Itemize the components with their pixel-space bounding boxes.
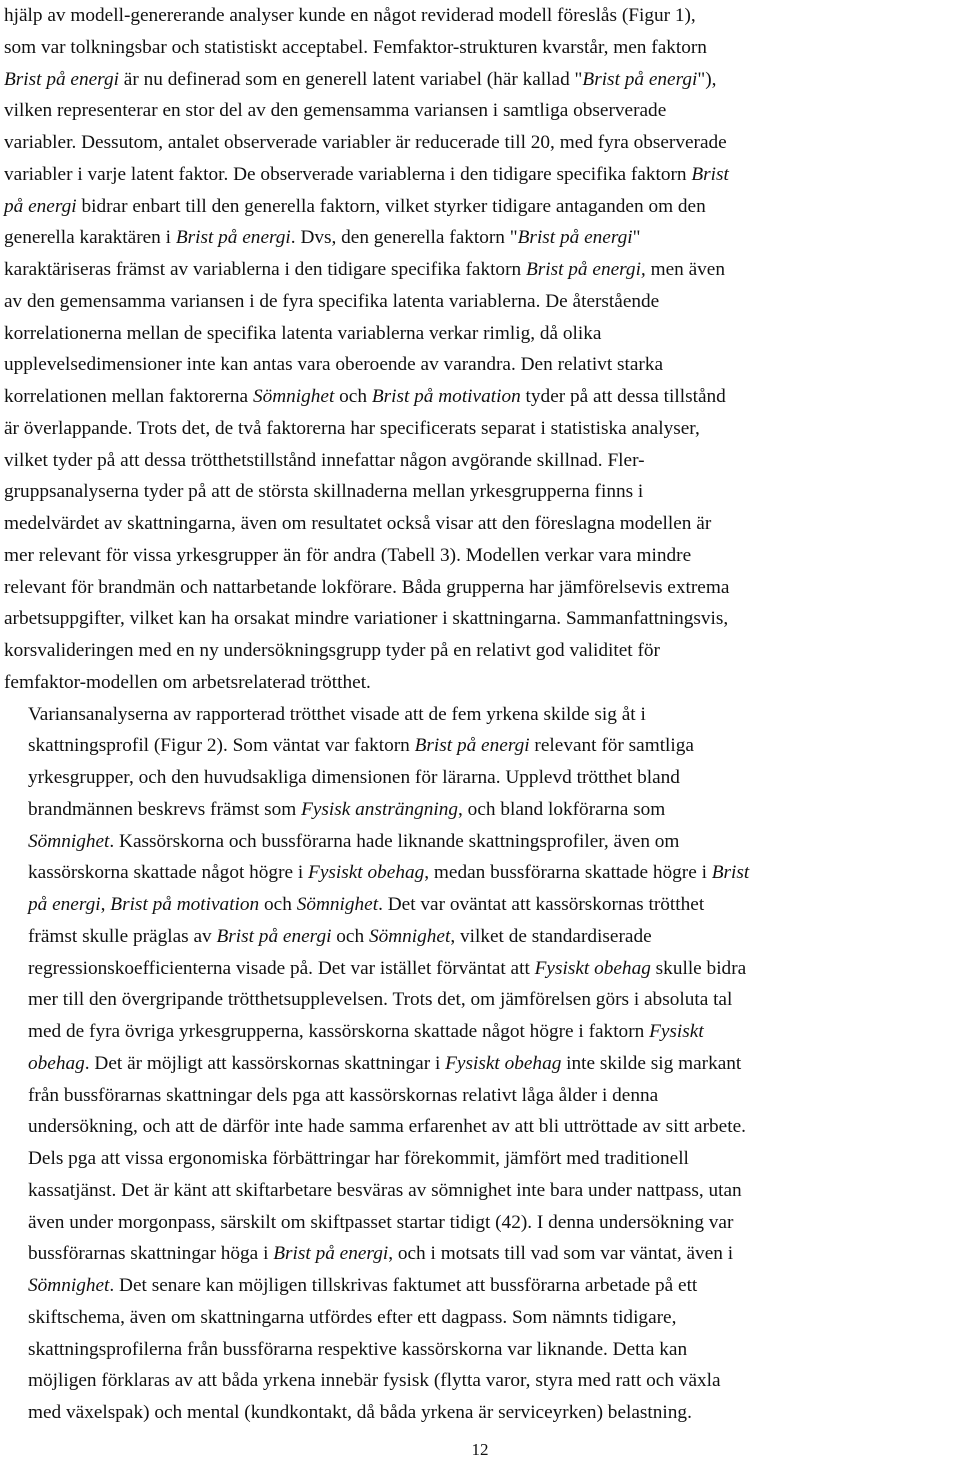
- text-run: ": [632, 227, 641, 249]
- italic-term: Brist på energi: [517, 227, 633, 249]
- text-run: relevant för brandmän och nattarbetande lokförare. Båda grupperna har jämförelsevis extrema: [4, 576, 730, 598]
- text-run: ,: [100, 894, 111, 915]
- italic-term: Brist: [691, 163, 729, 185]
- text-line: [4, 603, 956, 635]
- document-page: [4, 0, 956, 1429]
- text-run: . Det är möjligt att kassörskornas skattningar i: [84, 1052, 446, 1074]
- text-run: , vilket de standardiserade: [450, 925, 652, 947]
- body-paragraph: [4, 699, 956, 1429]
- text-line: [4, 857, 956, 889]
- italic-term: Fysiskt obehag: [534, 957, 651, 979]
- text-line: [4, 921, 956, 953]
- text-run: är överlappande. Trots det, de två faktorerna har specificerats separat i statistiska analyser,: [4, 417, 700, 439]
- italic-term: Sömnighet: [28, 1275, 110, 1296]
- text-run: bussförarnas skattningar höga i: [28, 1243, 274, 1265]
- text-run: . Dvs, den generella faktorn ": [290, 227, 518, 249]
- italic-term: Brist på energi: [582, 68, 698, 90]
- text-run: . Kassörskorna och bussförarna hade liknande skattningsprofiler, även om: [109, 830, 680, 852]
- text-run: femfaktor-modellen om arbetsrelaterad trötthet.: [4, 671, 371, 693]
- text-run: , medan bussförarna skattade högre i: [424, 862, 712, 884]
- text-run: "),: [697, 68, 717, 90]
- text-line: [4, 1016, 956, 1048]
- text-line: [4, 508, 956, 540]
- text-line: [4, 762, 956, 794]
- text-run: från bussförarnas skattningar dels pga att kassörskornas relativt låga ålder i denna: [28, 1084, 659, 1106]
- italic-term: Fysiskt obehag: [308, 862, 425, 884]
- italic-term: obehag: [28, 1052, 85, 1074]
- text-run: karaktäriseras främst av variablerna i den tidigare specifika faktorn: [4, 259, 526, 280]
- text-run: korrelationerna mellan de specifika latenta variablerna verkar rimlig, då olika: [4, 322, 602, 344]
- text-line: [4, 95, 956, 127]
- text-line: [4, 476, 956, 508]
- text-run: främst skulle präglas av: [28, 925, 217, 947]
- text-run: möjligen förklaras av att båda yrkena innebär fysisk (flytta varor, styra med ratt och växla: [28, 1370, 721, 1392]
- text-line: [4, 381, 956, 413]
- text-run: mer relevant för vissa yrkesgrupper än för andra (Tabell 3). Modellen verkar vara mindre: [4, 544, 692, 566]
- text-run: variabler. Dessutom, antalet observerade variabler är reducerade till 20, med fyra observerade: [4, 132, 727, 153]
- text-line: [4, 953, 956, 985]
- italic-term: Sömnighet: [368, 925, 451, 947]
- italic-term: Brist på energi: [216, 925, 332, 947]
- text-line: [4, 191, 956, 223]
- text-run: skattningsprofilerna från bussförarna respektive kassörskorna var liknande. Detta kan: [28, 1338, 688, 1360]
- text-run: Variansanalyserna av rapporterad trötthet visade att de fem yrkena skilde sig åt i: [28, 703, 646, 725]
- italic-term: Fysiskt obehag: [445, 1052, 562, 1074]
- text-line: [4, 64, 956, 96]
- text-line: [4, 286, 956, 318]
- text-line: [4, 1143, 956, 1175]
- text-line: [4, 1080, 956, 1112]
- text-line: [4, 349, 956, 381]
- italic-term: Brist: [711, 862, 750, 884]
- text-run: och: [331, 925, 369, 947]
- text-run: men även: [645, 259, 725, 280]
- italic-term: Sömnighet: [296, 894, 379, 915]
- italic-term: Brist på motivation: [371, 386, 521, 407]
- text-run: bidrar enbart till den generella faktorn, vilket styrker tidigare antaganden om den: [76, 195, 706, 217]
- text-line: [4, 540, 956, 572]
- italic-term: Fysiskt: [649, 1021, 704, 1042]
- text-line: [4, 1270, 956, 1302]
- text-line: [4, 1175, 956, 1207]
- text-line: [4, 254, 956, 286]
- text-line: [4, 413, 956, 445]
- text-run: medelvärdet av skattningarna, även om resultatet också visar att den föreslagna modellen är: [4, 513, 712, 534]
- text-run: vilken representerar en stor del av den gemensamma variansen i samtliga observerade: [4, 100, 667, 122]
- text-run: upplevelsedimensioner inte kan antas vara oberoende av varandra. Den relativt starka: [4, 354, 664, 376]
- text-line: [4, 1111, 956, 1143]
- text-line: [4, 699, 956, 731]
- text-line: [4, 826, 956, 858]
- text-line: [4, 32, 956, 64]
- text-run: undersökning, och att de därför inte hade samma erfarenhet av att bli uttröttade av sitt arbete.: [28, 1116, 746, 1138]
- text-run: . Det var oväntat att kassörskornas trötthet: [378, 894, 705, 915]
- text-run: gruppsanalyserna tyder på att de största skillnaderna mellan yrkesgrupperna finns i: [4, 481, 644, 503]
- text-run: inte skilde sig markant: [561, 1052, 742, 1074]
- text-run: korrelationen mellan faktorerna: [4, 386, 253, 407]
- text-run: tyder på att dessa tillstånd: [520, 386, 726, 407]
- text-run: och: [334, 386, 372, 407]
- text-run: variabler i varje latent faktor. De observerade variablerna i den tidigare specifika faktorn: [4, 163, 692, 185]
- text-run: är nu definerad som en generell latent variabel (här kallad ": [118, 68, 583, 90]
- italic-term: Fysisk ansträngning: [301, 798, 459, 820]
- italic-term: Brist på energi: [4, 68, 119, 90]
- text-run: med växelspak) och mental (kundkontakt, då båda yrkena är serviceyrken) belastning.: [28, 1402, 692, 1423]
- text-line: [4, 1238, 956, 1270]
- text-line: [4, 1207, 956, 1239]
- text-run: med de fyra övriga yrkesgrupperna, kassörskorna skattade något högre i faktorn: [28, 1021, 650, 1042]
- text-line: [4, 667, 956, 699]
- text-run: brandmännen beskrevs främst som: [28, 798, 302, 820]
- page-number: 12: [471, 1440, 489, 1459]
- text-run: skiftschema, även om skattningarna utfördes efter ett dagpass. Som nämnts tidigare,: [28, 1306, 677, 1328]
- text-run: kassörskorna skattade något högre i: [28, 862, 309, 884]
- text-line: [4, 1365, 956, 1397]
- text-run: mer till den övergripande trötthetsupplevelsen. Trots det, om jämförelsen görs i absoluta tal: [28, 989, 733, 1011]
- text-line: [4, 318, 956, 350]
- text-line: [4, 127, 956, 159]
- text-run: skulle bidra: [650, 957, 747, 979]
- text-run: hjälp av modell-genererande analyser kunde en något reviderad modell föreslås (Figur 1),: [4, 5, 696, 26]
- italic-term: Brist på energi: [273, 1243, 389, 1265]
- text-line: [4, 1334, 956, 1366]
- text-run: , och i motsats till vad som var väntat, även i: [388, 1243, 734, 1265]
- text-line: [4, 1397, 956, 1429]
- text-run: generella karaktären i: [4, 227, 176, 249]
- text-run: relevant för samtliga: [529, 735, 694, 757]
- text-run: skattningsprofil (Figur 2). Som väntat var faktorn: [28, 735, 415, 757]
- italic-term: på energi: [4, 195, 77, 217]
- text-line: [4, 889, 956, 921]
- text-line: [4, 730, 956, 762]
- text-line: [4, 222, 956, 254]
- text-run: Dels pga att vissa ergonomiska förbättringar har förekommit, jämfört med traditionell: [28, 1148, 689, 1169]
- text-line: [4, 445, 956, 477]
- italic-term: Sömnighet: [28, 830, 110, 852]
- text-run: vilket tyder på att dessa trötthetstillstånd innefattar någon avgörande skillnad. Fler-: [4, 449, 645, 471]
- italic-term: Brist på motivation: [110, 894, 260, 915]
- text-line: [4, 984, 956, 1016]
- italic-term: Brist på energi: [175, 227, 291, 249]
- text-line: [4, 1048, 956, 1080]
- text-run: av den gemensamma variansen i de fyra specifika latenta variablerna. De återstående: [4, 290, 660, 312]
- text-line: [4, 572, 956, 604]
- text-run: regressionskoefficienterna visade på. Det var istället förväntat att: [28, 957, 535, 979]
- text-run: . Det senare kan möjligen tillskrivas faktumet att bussförarna arbetade på ett: [109, 1275, 698, 1296]
- text-run: kassatjänst. Det är känt att skiftarbetare besväras av sömnighet inte bara under nattpass, utan: [28, 1179, 742, 1201]
- text-run: yrkesgrupper, och den huvudsakliga dimensionen för lärarna. Upplevd trötthet bland: [28, 767, 680, 788]
- text-run: korsvalideringen med en ny undersökningsgrupp tyder på en relativt god validitet för: [4, 640, 660, 661]
- italic-term: Brist på energi,: [525, 259, 646, 280]
- text-run: även under morgonpass, särskilt om skiftpasset startar tidigt (42). I denna undersökning var: [28, 1211, 734, 1233]
- text-run: som var tolkningsbar och statistiskt acceptabel. Femfaktor-strukturen kvarstår, men faktorn: [4, 36, 707, 58]
- italic-term: Brist på energi: [414, 735, 530, 757]
- text-run: och: [259, 894, 297, 915]
- text-run: , och bland lokförarna som: [458, 798, 666, 820]
- text-line: [4, 794, 956, 826]
- text-line: [4, 0, 956, 32]
- text-line: [4, 159, 956, 191]
- text-run: arbetsuppgifter, vilket kan ha orsakat mindre variationer i skattningarna. Sammanfattningsvis,: [4, 608, 729, 630]
- italic-term: Sömnighet: [252, 386, 335, 407]
- text-line: [4, 1302, 956, 1334]
- text-line: [4, 635, 956, 667]
- body-paragraph: [4, 0, 956, 699]
- italic-term: på energi: [28, 894, 101, 915]
